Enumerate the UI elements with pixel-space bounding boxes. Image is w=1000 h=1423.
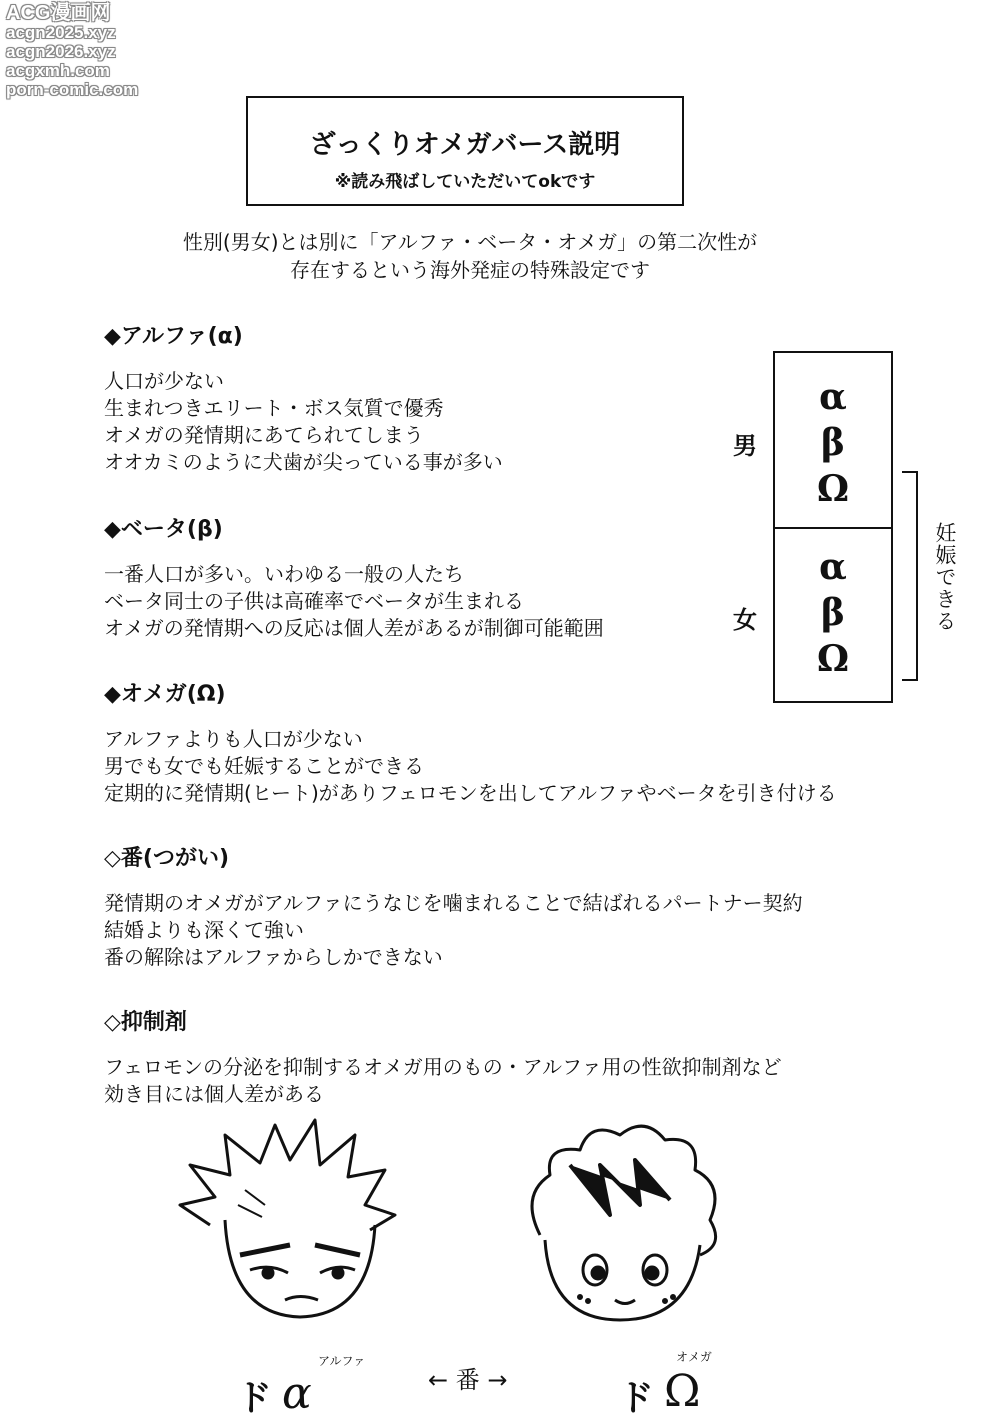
watermark-line: acgxmh.com [6,61,110,80]
section-beta [104,515,604,642]
section-line: 男でも女でも妊娠することができる [104,754,424,778]
section-line: 生まれつきエリート・ボス気質で優秀 [104,396,444,420]
female-label: 女 [733,606,757,634]
female-cell [775,527,891,701]
pregnancy-label: 妊娠できる [933,522,957,632]
chibi-illustration [170,1105,760,1335]
section-line: オオカミのように犬歯が尖っている事が多い [104,450,503,474]
intro-line: 存在するという海外発症の特殊設定です [290,258,650,282]
watermark [6,4,138,99]
intro-line: 性別(男女)とは別に「アルファ・ベータ・オメガ」の第二次性が [182,230,758,254]
beta-symbol: β [821,592,845,634]
section-line: 定期的に発情期(ヒート)がありフェロモンを出してアルファやベータを引き付ける [104,781,837,805]
watermark-line: acgn2025.xyz [6,23,116,42]
watermark-line: porn-comic.com [6,80,139,99]
section-heading: ◇番(つがい) [104,846,230,871]
section-heading: ◇抑制剤 [104,1010,187,1035]
pregnancy-bracket [902,471,918,681]
tsugai-label: ← 番 → [428,1366,508,1394]
section-line: 番の解除はアルファからしかできない [104,945,443,969]
alpha-caption-symbol: α [282,1368,312,1419]
section-line: アルファよりも人口が少ない [104,727,363,751]
page-title: ざっくりオメガバース説明 [309,130,621,160]
alpha-symbol: α [819,546,847,588]
alpha-character-drawing [180,1120,395,1317]
secondary-sex-table [773,351,893,703]
section-line: 結婚よりも深くて強い [104,918,304,942]
section-line: 人口が少ない [104,369,224,393]
section-heading: ◆アルファ(α) [104,324,243,349]
omega-ruby: オメガ [676,1350,712,1364]
omega-caption-symbol: Ω [664,1366,701,1417]
male-cell [775,353,891,529]
beta-symbol: β [821,422,845,464]
alpha-ruby: アルファ [318,1354,366,1368]
section-line: 発情期のオメガがアルファにうなじを噛まれることで結ばれるパートナー契約 [104,891,803,915]
omega-symbol: Ω [816,468,850,510]
section-line: オメガの発情期への反応は個人差があるが制御可能範囲 [104,616,604,640]
right-caption: ド [618,1377,655,1419]
intro-text [0,228,940,284]
section-line: 一番人口が多い。いわゆる一般の人たち [104,562,464,586]
section-line: フェロモンの分泌を抑制するオメガ用のもの・アルファ用の性欲抑制剤など [104,1055,782,1079]
omega-symbol: Ω [816,638,850,680]
section-line: ベータ同士の子供は高確率でベータが生まれる [104,589,524,613]
alpha-symbol: α [819,376,847,418]
watermark-line: ACG漫画网 [6,2,111,24]
section-line: 効き目には個人差がある [104,1082,324,1106]
section-suppressant [104,1008,782,1108]
left-caption: ド [236,1377,273,1419]
section-tsugai [104,844,803,971]
watermark-line: acgn2026.xyz [6,42,116,61]
section-omega [104,680,837,807]
page-subtitle: ※読み飛ばしていただいてokです [334,172,596,192]
section-alpha [104,322,503,476]
male-label: 男 [733,432,757,460]
section-heading: ◆ベータ(β) [104,517,223,542]
title-box [246,96,684,206]
section-line: オメガの発情期にあてられてしまう [104,423,424,447]
omega-character-drawing [532,1126,716,1320]
section-heading: ◆オメガ(Ω) [104,682,226,707]
